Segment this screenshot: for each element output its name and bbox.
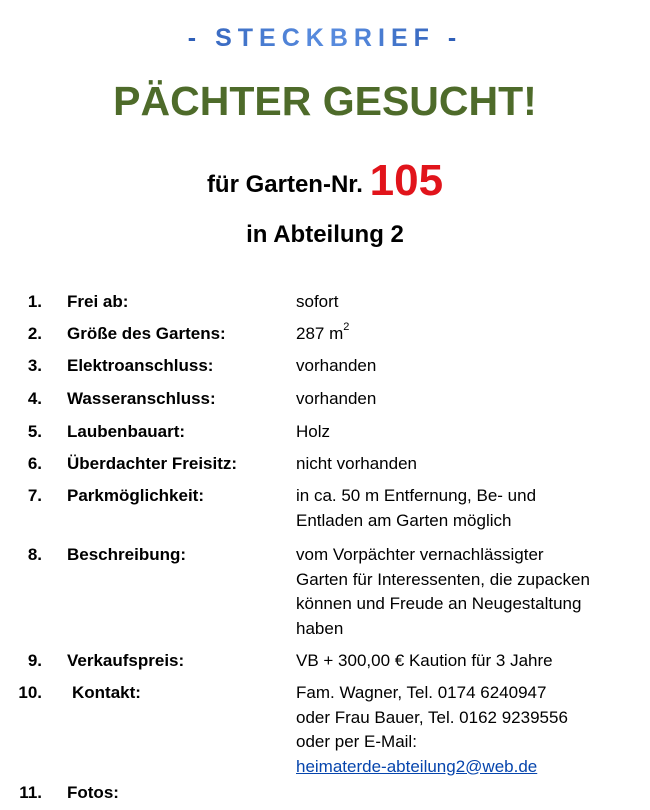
item-value <box>296 649 626 674</box>
item-value-line: Holz <box>296 422 331 441</box>
item-label: Verkaufspreis: <box>67 651 185 670</box>
item-value <box>296 387 626 412</box>
email-line <box>296 755 626 780</box>
item-value-line: sofort <box>296 292 339 311</box>
item-number: 8. <box>27 545 42 564</box>
garden-prefix: für Garten-Nr. <box>206 171 370 198</box>
item-value <box>296 484 626 533</box>
kicker-letter: B <box>329 24 354 52</box>
headline: PÄCHTER GESUCHT! <box>113 78 537 124</box>
kicker-letter <box>202 22 215 54</box>
item-label: Größe des Gartens: <box>67 324 226 343</box>
kicker-letter: R <box>353 24 378 52</box>
kicker-letter <box>435 22 448 54</box>
item-label: Elektroanschluss: <box>67 356 214 375</box>
item-value <box>296 681 626 779</box>
item-value-line: vorhanden <box>296 389 377 408</box>
item-value-line: vom Vorpächter vernachlässigter <box>296 545 544 564</box>
kicker-letter: S <box>215 24 238 52</box>
item-value <box>296 452 626 477</box>
item-value-text: 287 m <box>296 324 344 343</box>
item-number: 10. <box>18 683 42 702</box>
item-value-line: nicht vorhanden <box>296 454 417 473</box>
item-number: 11. <box>19 783 42 802</box>
department-line: in Abteilung 2 <box>246 221 404 248</box>
item-number: 7. <box>27 486 42 505</box>
item-number: 4. <box>27 389 42 408</box>
item-label: Kontakt: <box>72 683 141 702</box>
kicker-title <box>0 22 650 54</box>
item-value-line: VB + 300,00 € Kaution für 3 Jahre <box>296 651 553 670</box>
item-value-line: oder Frau Bauer, Tel. 0162 9239556 <box>296 707 568 727</box>
item-value <box>296 322 626 347</box>
email-link[interactable]: heimaterde-abteilung2@web.de <box>296 756 538 776</box>
item-label: Fotos: <box>67 783 119 802</box>
item-number: 6. <box>27 454 42 473</box>
item-value-line: haben <box>296 618 344 638</box>
item-value <box>296 290 626 315</box>
kicker-letter: C <box>281 24 306 52</box>
item-value-line: Fam. Wagner, Tel. 0174 6240947 <box>296 683 547 702</box>
kicker-letter: - <box>447 24 463 52</box>
item-value-line: oder per E-Mail: <box>296 732 417 751</box>
item-value <box>296 543 626 641</box>
item-value-line: können und Freude an Neugestaltung <box>296 594 582 613</box>
item-label: Wasseranschluss: <box>67 389 216 408</box>
kicker-letter: E <box>259 24 282 52</box>
garden-number: 105 <box>369 156 444 205</box>
kicker-letter: K <box>305 24 330 52</box>
kicker-letter: T <box>237 24 260 52</box>
kicker-letter: - <box>187 24 203 52</box>
item-label: Beschreibung: <box>67 545 187 564</box>
kicker-letter: F <box>413 24 435 52</box>
item-value-line: Entladen am Garten möglich <box>296 510 512 530</box>
item-value <box>296 354 626 379</box>
item-number: 1. <box>27 292 42 311</box>
garden-line <box>0 152 650 214</box>
item-label: Frei ab: <box>67 292 129 311</box>
item-value-line: Garten für Interessenten, die zupacken <box>296 569 590 589</box>
item-label: Überdachter Freisitz: <box>67 454 238 473</box>
superscript: 2 <box>343 321 350 334</box>
item-label: Laubenbauart: <box>67 422 186 441</box>
item-number: 5. <box>27 422 42 441</box>
kicker-letter: E <box>390 24 414 52</box>
item-value <box>296 420 626 445</box>
item-value-line: vorhanden <box>296 356 377 375</box>
kicker-letter: I <box>377 24 391 52</box>
item-label: Parkmöglichkeit: <box>67 486 204 505</box>
item-value-line: in ca. 50 m Entfernung, Be- und <box>296 486 537 505</box>
item-number: 9. <box>27 651 42 670</box>
item-number: 3. <box>27 356 42 375</box>
item-number: 2. <box>27 324 42 343</box>
